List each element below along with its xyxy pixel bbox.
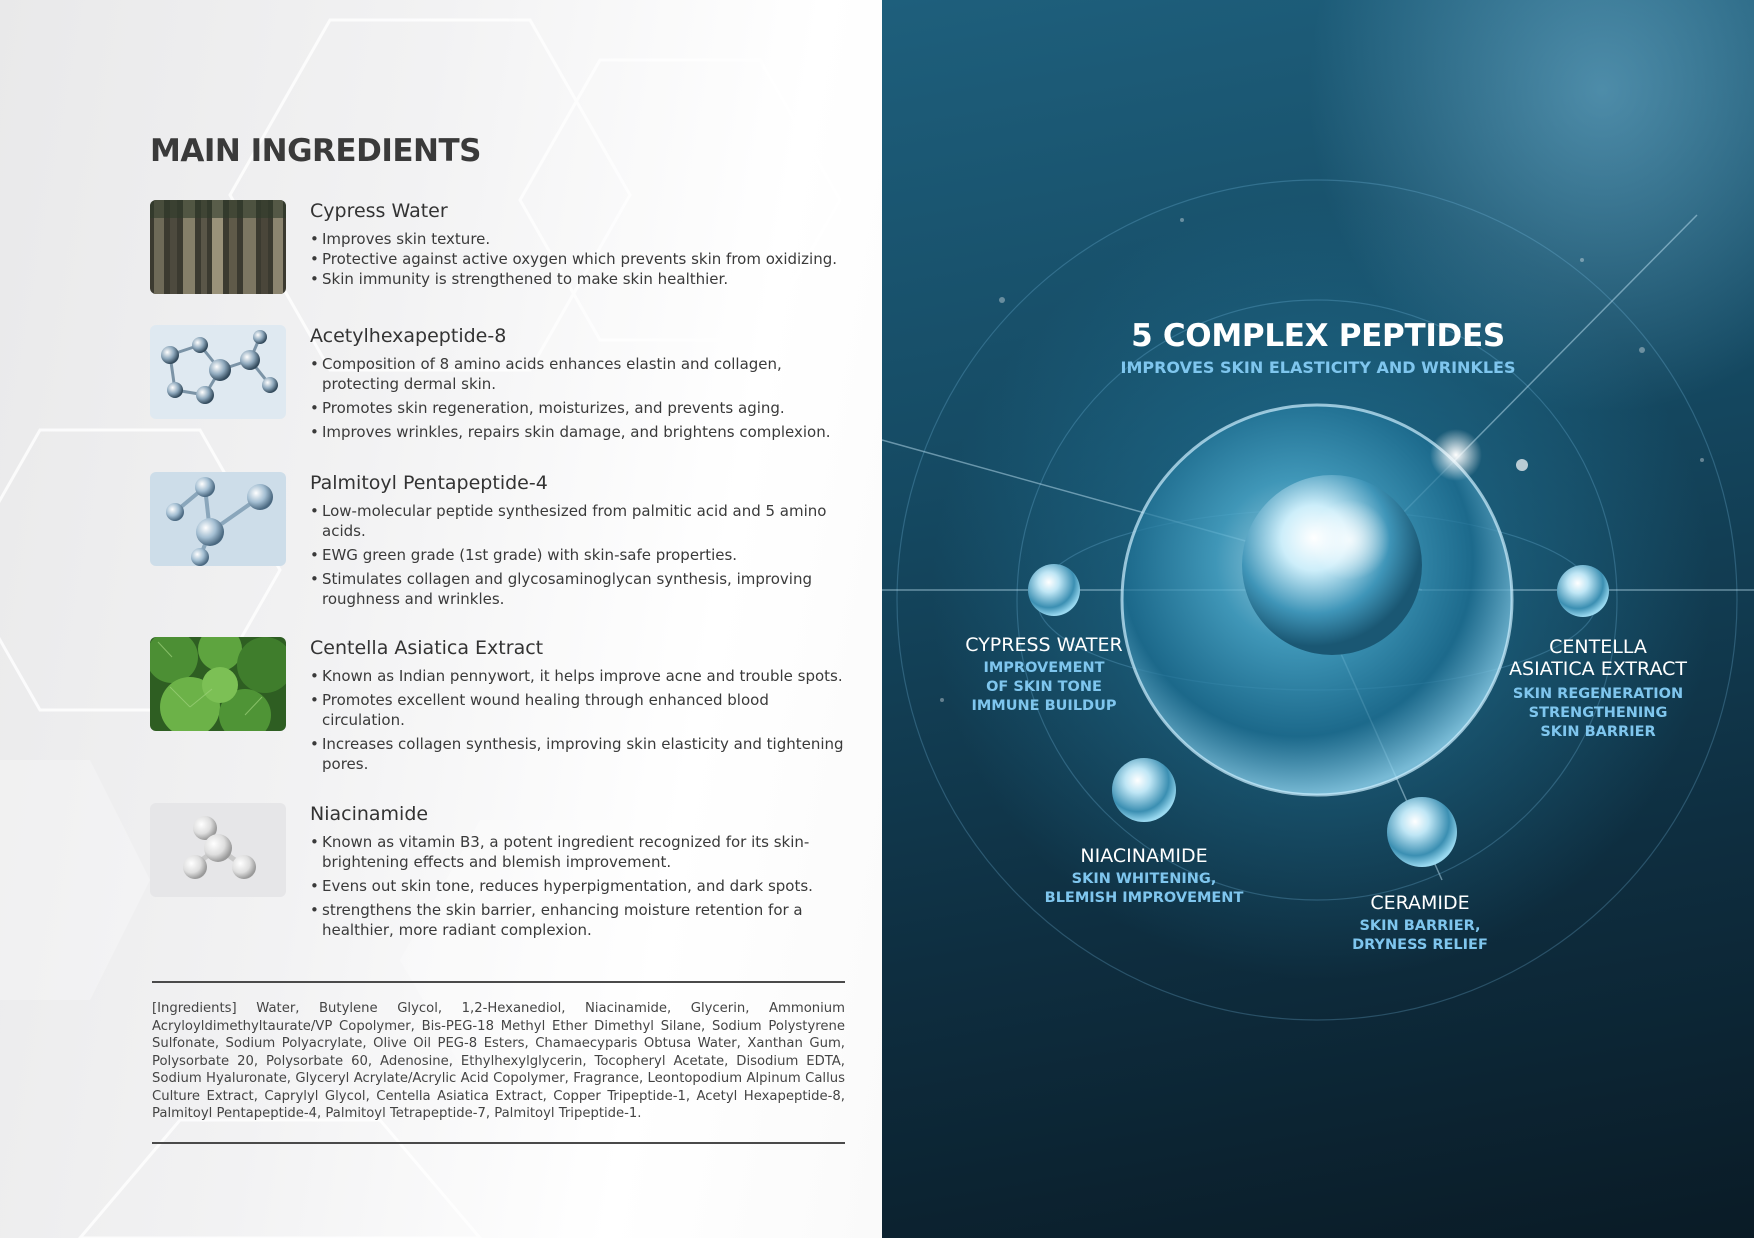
ingredient-label: CYPRESS WATER <box>965 634 1123 656</box>
benefit-line: BLEMISH IMPROVEMENT <box>1044 890 1244 906</box>
ingredient-point: • EWG green grade (1st grade) with skin-safe properties. <box>310 545 846 565</box>
label-cypress-water <box>944 634 1144 716</box>
ingredient-label: CERAMIDE <box>1370 892 1470 914</box>
full-ingredients-list: [Ingredients] Water, Butylene Glycol, 1,2-Hexanediol, Niacinamide, Glycerin, Ammonium Acryloyldimethyltaurate/VP Copolymer, Bis-PEG-18 Methyl Ether Dimethyl Silane, Sodium Polystyrene Sulfonate, Sodium Polyacrylate, Olive Oil PEG-8 Esters, Chamaecyparis Obtusa Water, Xanthan Gum, Polysorbate 20, Polysorbate 60, Adenosine, Ethylhexylglycerin, Tocopheryl Acetate, Disodium EDTA, Sodium Hyaluronate, Glyceryl Acrylate/Acrylic Acid Copolymer, Fragrance, Leontopodium Alpinum Callus Culture Extract, Caprylyl Glycol, Centella Asiatica Extract, Copper Tripeptide-1, Acetyl Hexapeptide-8, Palmitoyl Pentapeptide-4, Palmitoyl Tetrapeptide-7, Palmitoyl Tripeptide-1. <box>152 1001 845 1121</box>
ingredient-name: Cypress Water <box>310 200 448 222</box>
ingredient-name: Palmitoyl Pentapeptide-4 <box>310 472 548 494</box>
peptides-subtitle: IMPROVES SKIN ELASTICITY AND WRINKLES <box>1120 358 1516 377</box>
ingredient-point: • Increases collagen synthesis, improving skin elasticity and tightening pores. <box>310 734 846 774</box>
ingredient-point: • Evens out skin tone, reduces hyperpigmentation, and dark spots. <box>310 876 846 896</box>
ingredient-name: Acetylhexapeptide-8 <box>310 325 507 347</box>
page-title: MAIN INGREDIENTS <box>150 133 481 169</box>
ingredient-point: • Improves wrinkles, repairs skin damage, and brightens complexion. <box>310 422 846 442</box>
label-centella-asiatica-extract <box>1488 636 1708 742</box>
ingredient-points <box>310 666 846 778</box>
ingredient-point: • Known as vitamin B3, a potent ingredient recognized for its skin-brightening effects and blemish improvement. <box>310 832 846 872</box>
benefit-line: SKIN REGENERATION <box>1512 686 1684 702</box>
ingredient-point: • strengthens the skin barrier, enhancing moisture retention for a healthier, more radiant complexion. <box>310 900 846 940</box>
molecule-image <box>150 325 286 419</box>
ingredient-label: ASIATICA EXTRACT <box>1509 658 1687 680</box>
benefit-line: DRYNESS RELIEF <box>1352 937 1488 953</box>
benefit-line: SKIN BARRIER <box>1540 724 1656 740</box>
benefit-line: OF SKIN TONE <box>986 679 1102 695</box>
label-ceramide <box>1320 892 1520 955</box>
ingredient-label: CENTELLA <box>1549 636 1647 658</box>
complex-peptides-panel <box>882 0 1754 1238</box>
divider-top <box>152 981 845 983</box>
ingredient-point: • Promotes excellent wound healing through enhanced blood circulation. <box>310 690 846 730</box>
divider-bottom <box>152 1142 845 1144</box>
ingredient-point: • Stimulates collagen and glycosaminoglycan synthesis, improving roughness and wrinkles. <box>310 569 846 609</box>
peptides-title: 5 COMPLEX PEPTIDES <box>1131 318 1505 354</box>
ingredient-point: • Skin immunity is strengthened to make skin healthier. <box>310 269 846 289</box>
ingredient-point: • Improves skin texture. <box>310 229 846 249</box>
ingredient-point: • Low-molecular peptide synthesized from palmitic acid and 5 amino acids. <box>310 501 846 541</box>
molecule-image <box>150 803 286 897</box>
centella-leaves-image <box>150 637 286 731</box>
ingredient-point: • Promotes skin regeneration, moisturizes, and prevents aging. <box>310 398 846 418</box>
cypress-forest-image <box>150 200 286 294</box>
ingredient-name: Centella Asiatica Extract <box>310 637 544 659</box>
ingredient-point: • Known as Indian pennywort, it helps improve acne and trouble spots. <box>310 666 846 686</box>
benefit-line: IMMUNE BUILDUP <box>971 698 1117 714</box>
label-niacinamide <box>1024 845 1264 908</box>
ingredient-label: NIACINAMIDE <box>1080 845 1208 867</box>
ingredient-point: • Composition of 8 amino acids enhances elastin and collagen, protecting dermal skin. <box>310 354 846 394</box>
ingredient-point: • Protective against active oxygen which prevents skin from oxidizing. <box>310 249 846 269</box>
ingredient-name: Niacinamide <box>310 803 429 825</box>
benefit-line: STRENGTHENING <box>1528 705 1668 721</box>
benefit-line: SKIN WHITENING, <box>1071 871 1217 887</box>
peptide-sphere-illustration <box>882 0 1754 1238</box>
ingredient-points <box>310 354 846 446</box>
molecule-image <box>150 472 286 566</box>
ingredient-points <box>310 501 846 613</box>
benefit-line: IMPROVEMENT <box>983 660 1105 676</box>
ingredient-points <box>310 229 846 289</box>
ingredient-points <box>310 832 846 944</box>
benefit-line: SKIN BARRIER, <box>1359 918 1481 934</box>
